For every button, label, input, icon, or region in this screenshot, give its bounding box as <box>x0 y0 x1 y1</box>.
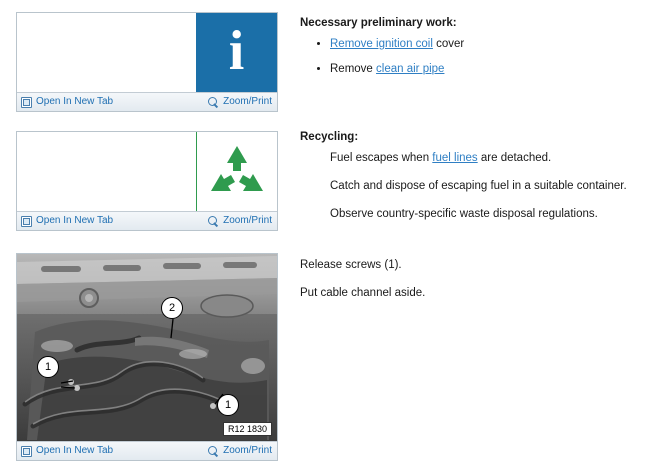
figure-information <box>16 12 278 112</box>
recycling-line-1 <box>330 151 640 166</box>
new-tab-icon <box>21 216 32 227</box>
recycling-heading: Recycling: <box>300 131 359 143</box>
open-in-new-tab-label: Open In New Tab <box>36 445 114 456</box>
figure-engine-bay <box>16 253 278 461</box>
figure-recycling-canvas <box>17 132 277 211</box>
open-in-new-tab-button-engine-bay[interactable] <box>21 446 113 457</box>
step-pre: Remove <box>330 63 377 76</box>
zoom-print-button-recycling[interactable] <box>208 216 272 227</box>
new-tab-icon <box>21 97 32 108</box>
open-in-new-tab-label: Open In New Tab <box>36 215 114 226</box>
figure-engine-bay-canvas <box>17 254 277 441</box>
section-preliminary-work <box>300 17 630 88</box>
preliminary-step-list <box>300 37 630 77</box>
new-tab-icon <box>21 446 32 457</box>
engine-bay-photo <box>17 254 277 441</box>
zoom-print-label: Zoom/Print <box>223 445 272 456</box>
information-icon <box>196 13 277 92</box>
callout-2: 2 <box>161 297 183 319</box>
line-post: are detached. <box>477 152 552 164</box>
recycling-icon <box>196 132 277 211</box>
section-procedure <box>300 258 630 314</box>
figure-information-canvas <box>17 13 277 92</box>
procedure-line-1: Release screws (1). <box>300 259 402 271</box>
callout-1-right: 1 <box>217 394 239 416</box>
preliminary-heading: Necessary preliminary work: <box>300 17 457 29</box>
zoom-print-button-engine-bay[interactable] <box>208 446 272 457</box>
link-clean-air-pipe[interactable]: clean air pipe <box>376 63 445 76</box>
figure-recycling <box>16 131 278 231</box>
figure-code-label: R12 1830 <box>223 422 272 436</box>
link-remove-ignition-coil[interactable]: Remove ignition coil <box>330 38 433 50</box>
information-icon-glyph: i <box>228 19 245 82</box>
search-icon <box>208 97 219 108</box>
recycling-line-3: Observe country-specific waste disposal regulations. <box>330 207 598 220</box>
list-item <box>330 37 630 51</box>
step-post: cover <box>432 38 465 50</box>
open-in-new-tab-label: Open In New Tab <box>36 96 114 107</box>
section-recycling <box>300 131 640 235</box>
procedure-line-2: Put cable channel aside. <box>300 286 426 299</box>
zoom-print-label: Zoom/Print <box>223 96 272 107</box>
figure-recycling-toolbar <box>17 211 277 230</box>
list-item <box>330 62 630 76</box>
link-fuel-lines[interactable]: fuel lines <box>432 152 478 164</box>
zoom-print-label: Zoom/Print <box>223 215 272 226</box>
open-in-new-tab-button-information[interactable] <box>21 97 113 108</box>
recycling-line-2: Catch and dispose of escaping fuel in a suitable container. <box>330 179 627 192</box>
callout-1-left: 1 <box>37 356 59 378</box>
line-pre: Fuel escapes when <box>330 152 433 164</box>
search-icon <box>208 216 219 227</box>
zoom-print-button-information[interactable] <box>208 97 272 108</box>
figure-engine-bay-toolbar <box>17 441 277 460</box>
search-icon <box>208 446 219 457</box>
open-in-new-tab-button-recycling[interactable] <box>21 216 113 227</box>
figure-information-toolbar <box>17 92 277 111</box>
